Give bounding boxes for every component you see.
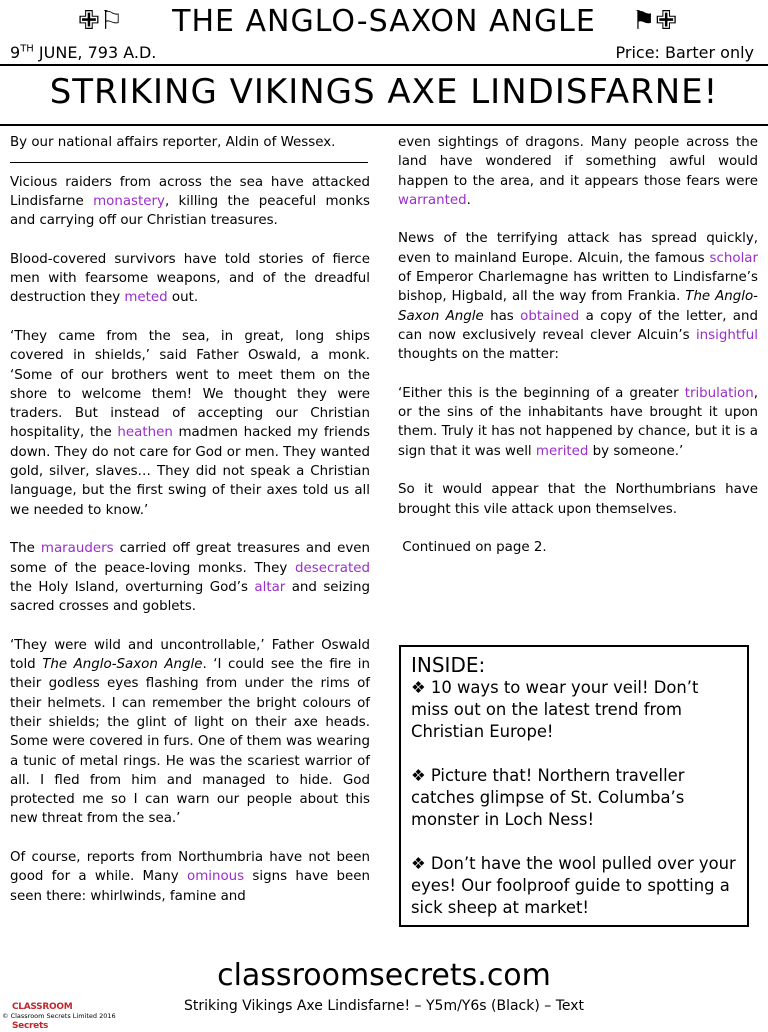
masthead-rule-bottom [0,124,768,126]
article-paragraph: ‘They were wild and uncontrollable,’ Father Oswald told The Anglo-Saxon Angle. ‘I could see the fire in their godless eyes flashing from under the rims of their helmets. I can remember the bright colours of their shields; the glint of light on their axe heads. Some were covered in furs. One of them was wearing a tunic of metal rings. He was the scariest warrior of all. I fled from him and managed to hide. God protected me so I can warn our people about this new threat from the sea.’ [10,637,370,827]
newspaper-name-italic: The Anglo-Saxon Angle [398,289,758,324]
vocab-word: tribulation [684,385,754,401]
inside-item: ❖ Don’t have the wool pulled over your eyes! Our foolproof guide to spotting a sick sheep at market! [411,854,736,917]
byline: By our national affairs reporter, Aldin of Wessex. [10,135,336,150]
inside-box [399,645,749,927]
footer-caption: Striking Vikings Axe Lindisfarne! – Y5m/Y6s (Black) – Text [183,998,585,1014]
vocab-word: altar [254,579,286,595]
vocab-word: monastery [93,193,165,209]
vocab-word: insightful [695,327,758,343]
article-paragraph: Blood-covered survivors have told stories of fierce men with fearsome weapons, and of the dreadful destruction they meted out. [10,251,370,306]
article-paragraph: News of the terrifying attack has spread quickly, even to mainland Europe. Alcuin, the famous scholar of Emperor Charlemagne has written to Lindisfarne’s bishop, Higbald, all the way from Frankia. The Anglo-Saxon Angle has obtained a copy of the letter, and can now exclusively reveal clever Alcuin’s insightful thoughts on the matter: [398,231,759,363]
footer-website: classroomsecrets.com [217,958,551,993]
inside-title: INSIDE: [411,653,486,677]
masthead [0,0,768,42]
article-paragraph: So it would appear that the Northumbrians have brought this vile attack upon themselves. [398,482,758,517]
cross-flag-icon: ✙⚐ [78,6,124,36]
date-day: 9 [10,43,21,62]
inside-item: ❖ Picture that! Northern traveller catches glimpse of St. Columba’s monster in Loch Ness! [411,766,685,829]
article-paragraph: Vicious raiders from across the sea have attacked Lindisfarne monastery, killing the peaceful monks and carrying off our Christian treasures. [10,174,370,229]
continued-note: Continued on page 2. [398,540,547,556]
article-column-left [10,133,370,925]
article-paragraph: ‘They came from the sea, in great, long ships covered in shields,’ said Father Oswald, a monk. ‘Some of our brothers went to meet them on the shore to welcome them! We thought they were traders. But instead of accepting our Christian hospitality, the heathen madmen hacked my friends down. They do not care for God or men. They wanted gold, silver, slaves… They did not speak a Christian language, but the first swing of their axes told us all we needed to know.’ [10,328,370,518]
price-label: Price: Barter only [615,43,754,62]
copyright-text: © Classroom Secrets Limited 2016 [2,1012,116,1020]
article-column-right [398,133,758,577]
vocab-word: meted [124,290,168,306]
article-paragraph: even sightings of dragons. Many people across the land have wondered if something awful would happen to the area, and it appears those fears were warranted. [398,135,758,208]
vocab-word: desecrated [294,560,370,576]
article-paragraph: The marauders carried off great treasures and even some of the peace-loving monks. They desecrated the Holy Island, overturning God’s altar and seizing sacred crosses and goblets. [10,541,370,615]
newspaper-title: THE ANGLO-SAXON ANGLE [172,4,596,39]
dateline [10,43,156,62]
headline: STRIKING VIKINGS AXE LINDISFARNE! [49,72,719,112]
vocab-word: warranted [398,192,467,208]
masthead-rule-top [0,64,768,66]
vocab-word: merited [535,443,589,459]
vocab-word: scholar [709,250,758,266]
logo-text: CLASSROOM Secrets [12,1002,73,1031]
flag-cross-icon: ⚑✙ [632,6,678,36]
inside-item: ❖ 10 ways to wear your veil! Don’t miss out on the latest trend from Christian Europe! [411,678,699,741]
byline-rule [10,162,368,163]
article-paragraph: Of course, reports from Northumbria have not been good for a while. Many ominous signs have been seen there: whirlwinds, famine and [10,849,370,904]
vocab-word: obtained [520,308,580,324]
newspaper-name-italic: The Anglo-Saxon Angle [42,657,203,673]
date-ordinal: TH [20,43,34,55]
vocab-word: marauders [40,541,114,557]
date-rest: JUNE, 793 A.D. [33,43,157,62]
letter-quote: ‘Either this is the beginning of a greater tribulation, or the sins of the inhabitants have brought it upon them. Truly it has not happened by chance, but it is a sign that it was well merited by someone.’ [398,385,758,459]
vocab-word: heathen [117,425,173,441]
vocab-word: ominous [187,869,245,885]
